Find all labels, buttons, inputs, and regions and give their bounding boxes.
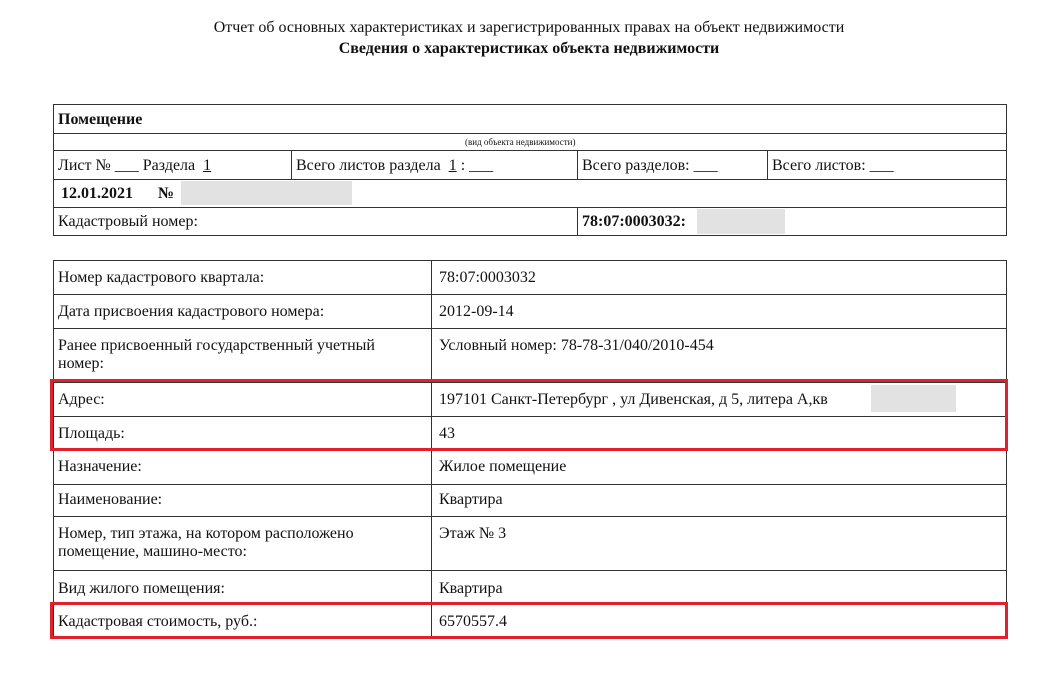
report-date: 12.01.2021 [61,185,133,202]
object-type: Помещение [58,111,143,128]
report-title: Отчет об основных характеристиках и зарегистрированных правах на объект недвижимости [213,19,845,36]
row-value-dwelling-type: Квартира [439,580,503,597]
row-label-floor: Номер, тип этажа, на котором расположено помещение, машино-место: [58,525,354,560]
row-label-name: Наименование: [58,491,163,508]
row-label-prev-number: Ранее присвоенный государственный учетный номер: [58,337,375,372]
row-value-floor: Этаж № 3 [439,525,507,542]
total-sections-blank: ___ [693,157,718,174]
cadastral-label: Кадастровый номер: [58,213,198,230]
row-value-quarter: 78:07:0003032 [439,269,536,286]
row-value-area: 43 [439,425,455,442]
sheet-number [58,157,215,175]
total-sections-label: Всего разделов: [582,157,690,174]
total-section-sheets-label: Всего листов раздела [296,157,441,174]
total-section-sheets-tail: : ___ [460,157,494,174]
row-value-address: 197101 Санкт-Петербург , ул Дивенская, д 5, литера А,кв [439,391,828,408]
row-value-prev-number: Условный номер: 78-78-31/040/2010-454 [439,337,714,354]
row-value-name: Квартира [439,491,503,508]
row-label-area: Площадь: [58,425,125,442]
cadastral-value: 78:07:0003032: [582,213,686,230]
row-value-assign-date: 2012-09-14 [439,303,514,320]
row-label-assign-date: Дата присвоения кадастрового номера: [58,303,325,320]
redacted-cadastral-suffix [697,209,785,234]
total-sheets-blank: ___ [869,157,894,174]
row-label-cadastral-cost: Кадастровая стоимость, руб.: [58,613,258,630]
row-label-dwelling-type: Вид жилого помещения: [58,580,225,597]
sheet-label: Лист № [58,157,111,174]
section-value: 1 [203,157,212,174]
redacted-number [181,181,352,205]
total-sheets-label: Всего листов: [772,157,866,174]
total-sheets [772,157,894,175]
section-label: Раздела [142,157,196,174]
total-sections [582,157,718,175]
row-value-cadastral-cost: 6570557.4 [439,613,507,630]
row-label-address: Адрес: [58,391,105,408]
row-label-quarter: Номер кадастрового квартала: [58,269,265,286]
total-section-sheets-value: 1 [448,157,457,174]
row-value-purpose: Жилое помещение [439,458,567,475]
total-section-sheets [296,157,493,175]
number-sign: № [158,185,175,202]
highlight-address-area [50,379,1008,451]
report-subtitle: Сведения о характеристиках объекта недвижимости [338,40,720,57]
object-type-caption: (вид объекта недвижимости) [465,137,576,147]
row-label-purpose: Назначение: [58,458,142,475]
highlight-cadastral-cost [50,602,1008,639]
sheet-blank: ___ [114,157,139,174]
